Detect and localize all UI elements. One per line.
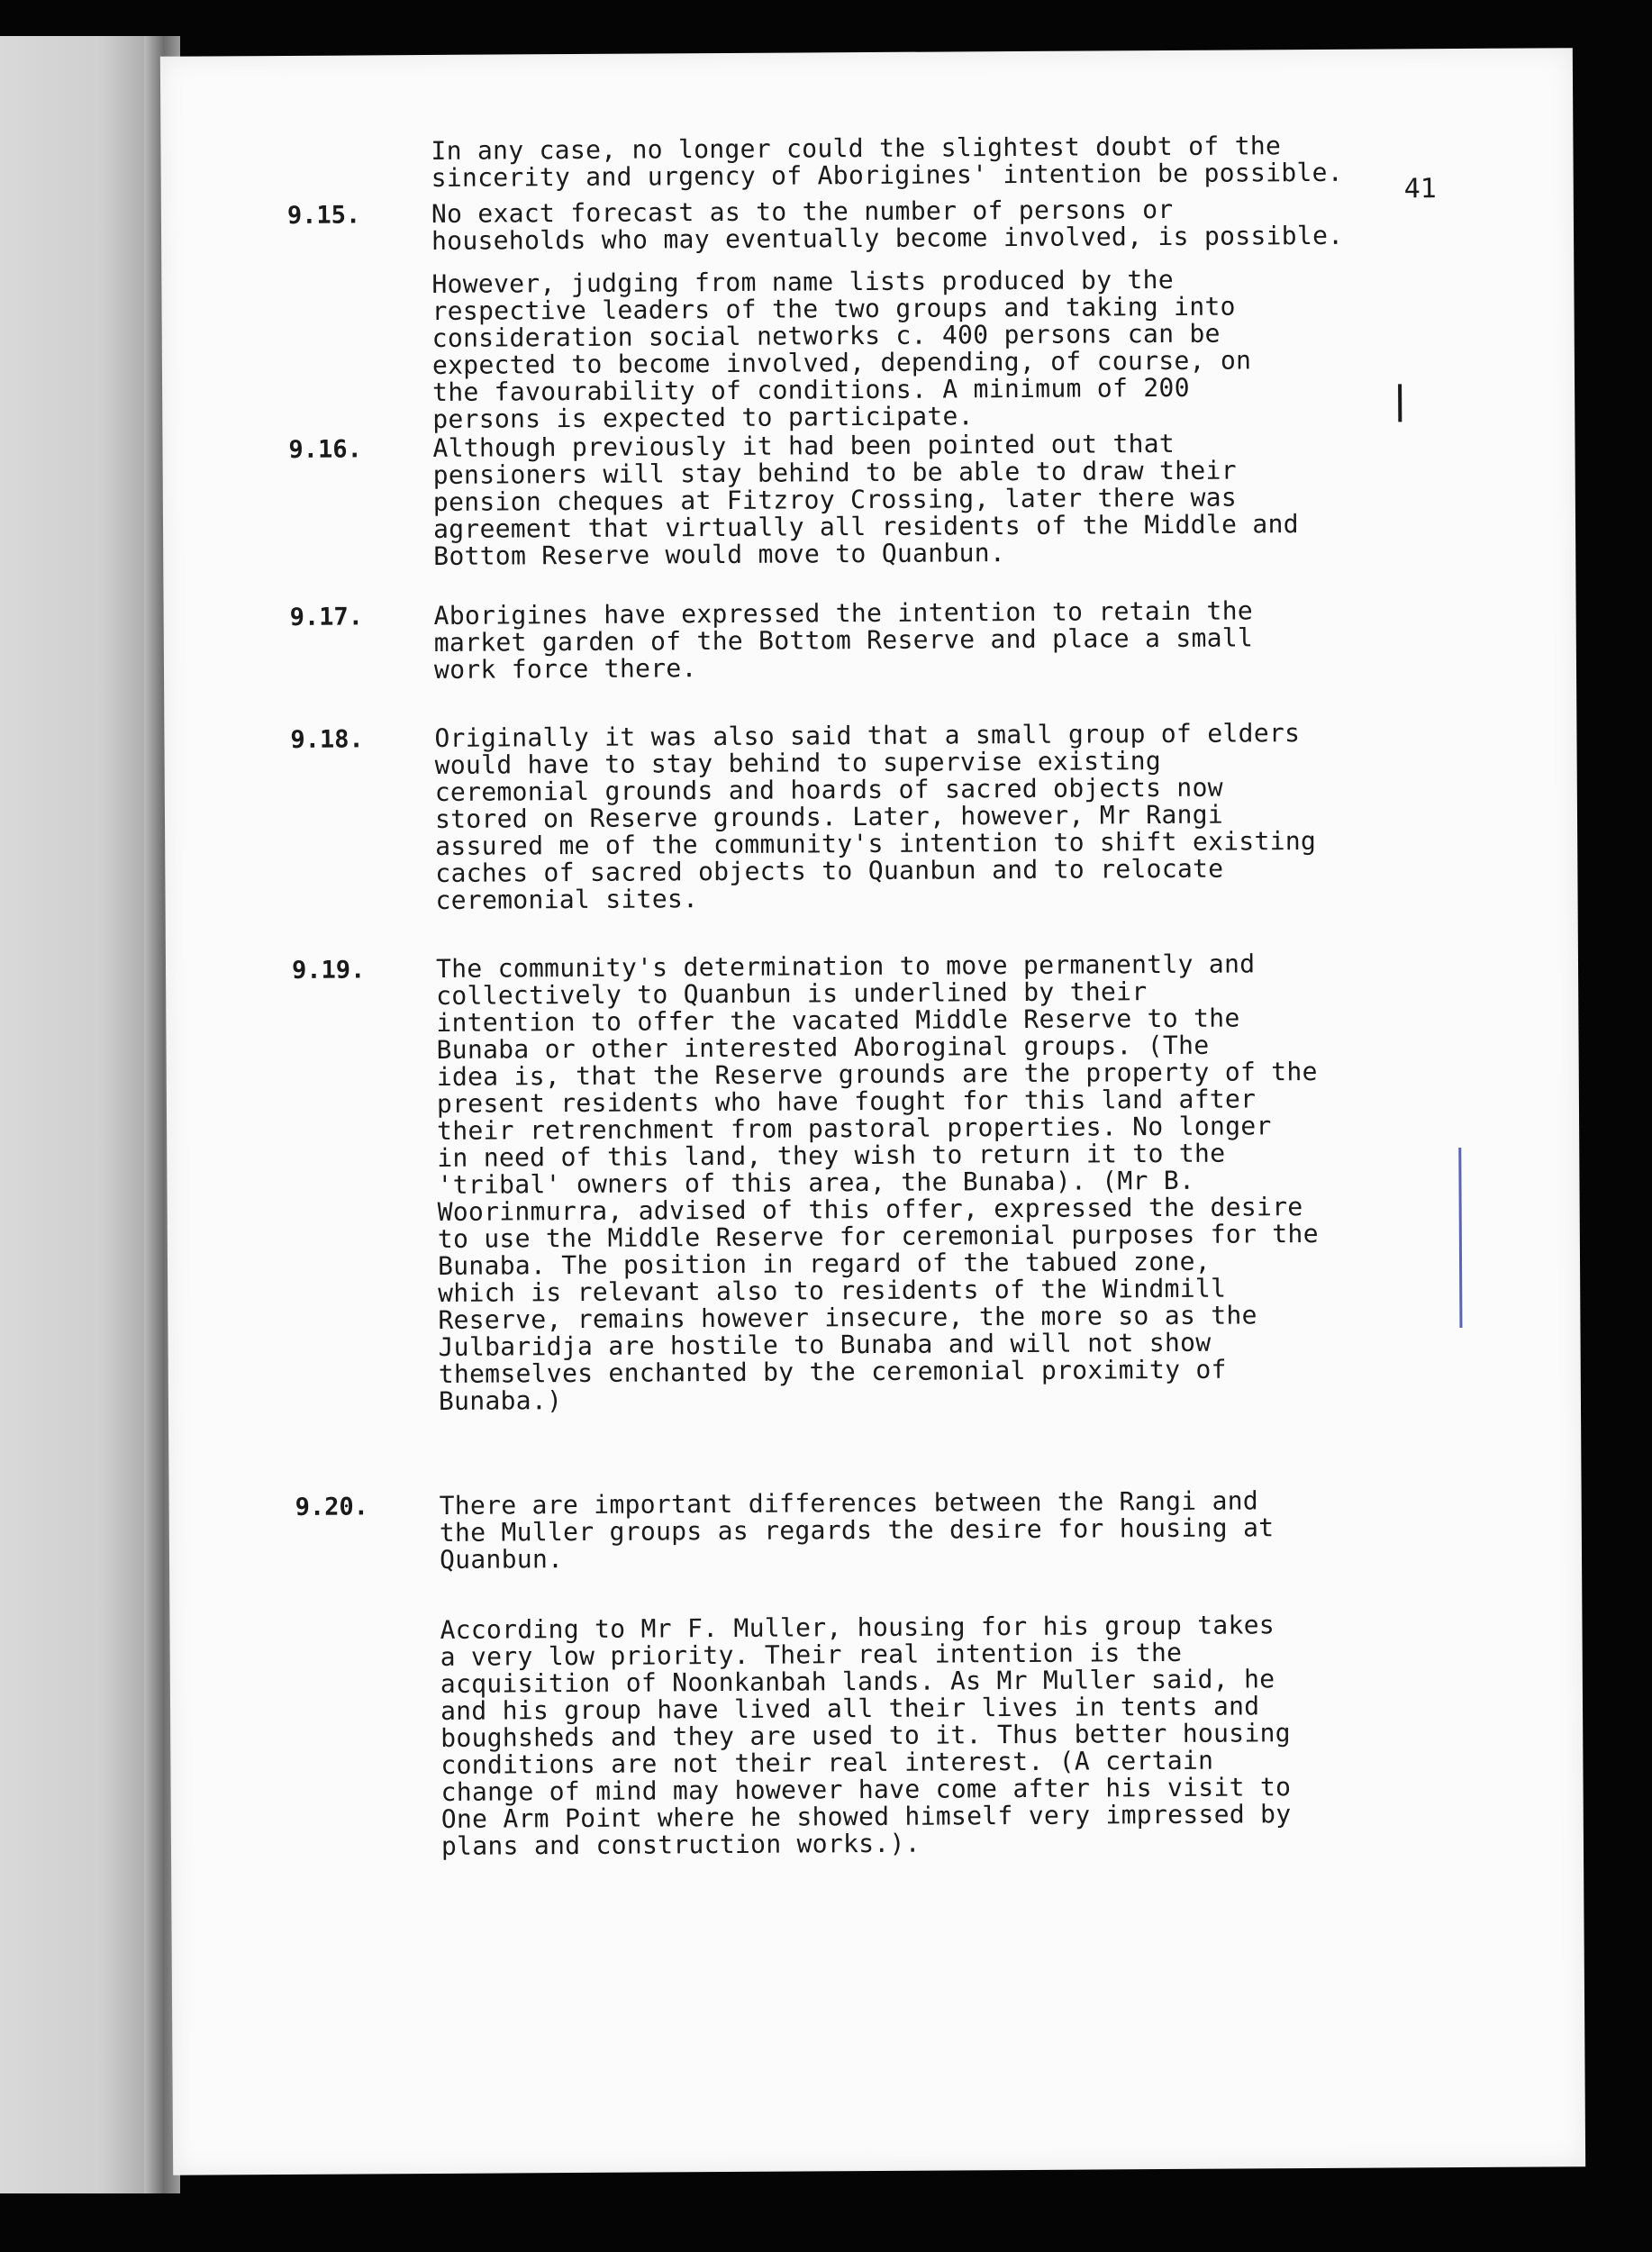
paragraph-9-19: The community's determination to move permanently and collectively to Quanbun is underlined by their intention to offer the vacated Middle Reserve to the Bunaba or other interested Aboroginal groups. (The idea is, that the Reserve grounds are the property of the present residents who have fought for this land after their retrenchment from pastoral properties. No longer in need of this land, they wish to return it to the 'tribal' owners of this area, the Bunaba). (Mr B. Woorinmurra, advised of this offer, expressed the desire to use the Middle Reserve for ceremonial purposes for the Bunaba. The position in regard of the tabued zone, which is relevant also to residents of the Windmill Reserve, remains however insecure, the more so as the Julbaridja are hostile to Bunaba and will not show themselves enchanted by the ceremonial proximity of Bunaba.) bbox=[435, 949, 1319, 1416]
page-number: 41 bbox=[1403, 173, 1437, 205]
paragraph-9-15-continued: However, judging from name lists produced by the respective leaders of the two groups and taking into consideration social networks c. 400 persons can be expected to become involved, depending, of course, on the favourability of conditions. A minimum of 200 persons is expected to participate. bbox=[431, 264, 1252, 434]
paragraph-9-20: There are important differences between the Rangi and the Muller groups as regards the desire for housing at Quanbun. bbox=[439, 1485, 1275, 1575]
paragraph-number-9-19: 9.19. bbox=[291, 956, 366, 985]
paragraph-9-17: Aborigines have expressed the intention to retain the market garden of the Bottom Reserve and place a small work force there. bbox=[433, 595, 1254, 685]
paragraph-number-9-20: 9.20. bbox=[295, 1493, 369, 1521]
paragraph-number-9-18: 9.18. bbox=[290, 725, 364, 754]
paragraph-intro: In any case, no longer could the slightest doubt of the sincerity and urgency of Aborigines' intention be possible. bbox=[431, 131, 1344, 193]
paragraph-number-9-17: 9.17. bbox=[289, 603, 364, 631]
paragraph-9-18: Originally it was also said that a small group of elders would have to stay behind to supervise existing ceremonial grounds and hoards of sacred objects now stored on Reserve grounds. Later, however, Mr Rangi assured me of the community's intention to shift existing caches of sacred objects to Quanbun and to relocate ceremonial sites. bbox=[434, 718, 1317, 915]
paragraph-9-15: No exact forecast as to the number of persons or households who may eventually become involved, is possible. bbox=[431, 194, 1344, 256]
paragraph-number-9-16: 9.16. bbox=[288, 435, 362, 464]
paragraph-9-16: Although previously it had been pointed out that pensioners will stay behind to be able to draw their pension cheques at Fitzroy Crossing, later there was agreement that virtually all residents of the Middle and Bottom Reserve would move to Quanbun. bbox=[432, 428, 1299, 571]
paragraph-9-20-continued: According to Mr F. Muller, housing for his group takes a very low priority. Their real intention is the acquisition of Noonkanbah lands. As Mr Muller said, he and his group have lived all their lives in tents and boughsheds and they are used to it. Thus better housing conditions are not their real interest. (A certain change of mind may however have come after his visit to One Arm Point where he showed himself very impressed by plans and construction works.). bbox=[440, 1610, 1292, 1861]
document-page bbox=[160, 48, 1585, 2175]
margin-mark bbox=[1398, 384, 1402, 422]
paragraph-number-9-15: 9.15. bbox=[286, 201, 361, 230]
